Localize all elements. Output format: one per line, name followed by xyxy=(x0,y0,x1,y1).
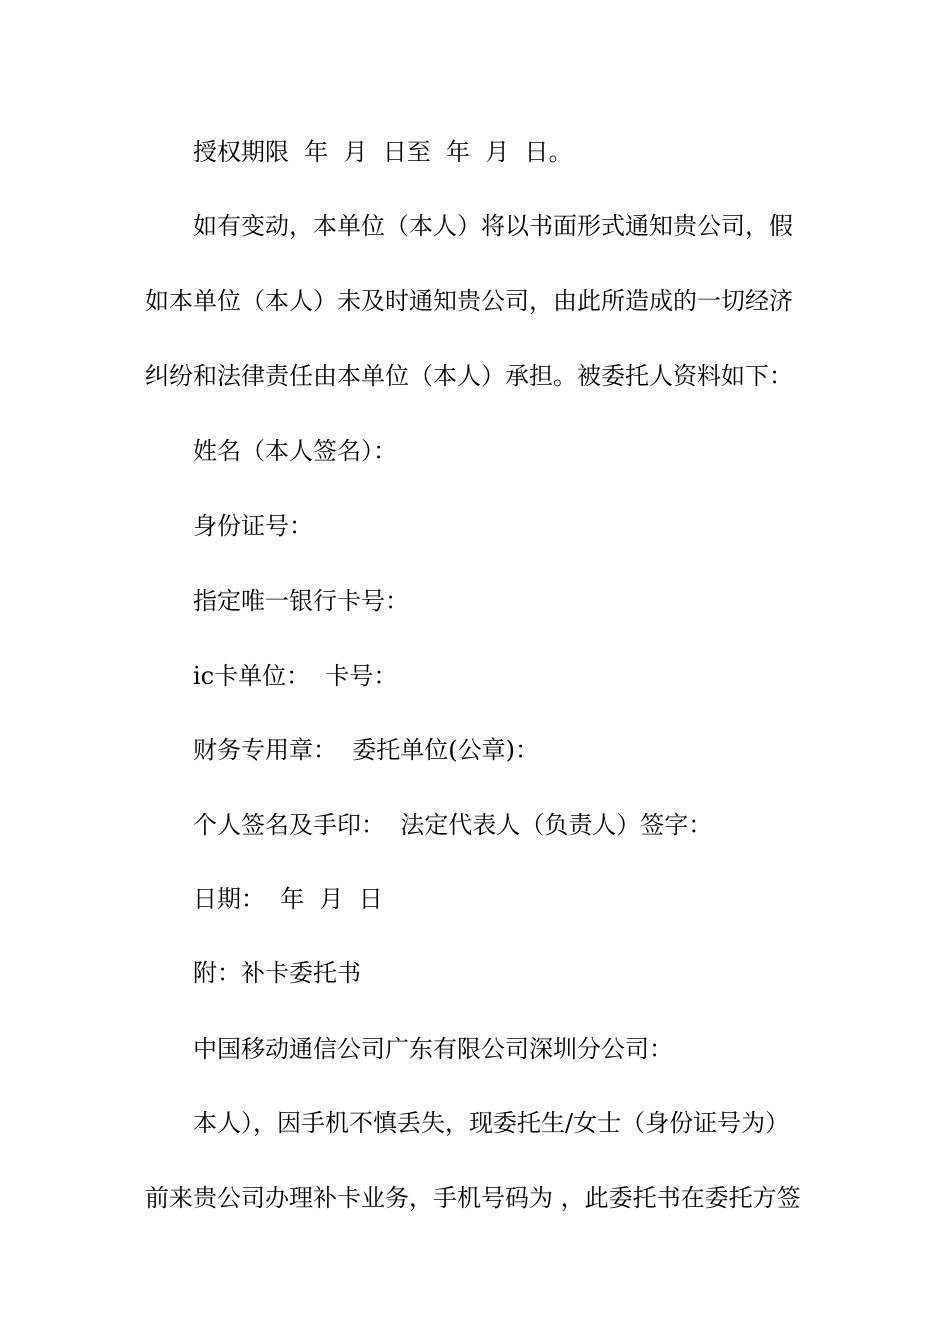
name-field-label: 姓名（本人签名）： xyxy=(193,437,397,465)
ic-card-field-label: ic卡单位： 卡号： xyxy=(193,662,398,690)
delegation-paragraph-line-1: 本人），因手机不慎丢失，现委托生/女士（身份证号为） xyxy=(193,1109,790,1137)
date-field-label: 日期： 年 月 日 xyxy=(193,885,383,913)
signature-field-label: 个人签名及手印： 法定代表人（负责人）签字： xyxy=(193,811,713,839)
change-notice-paragraph-line-1: 如有变动，本单位（本人）将以书面形式通知贵公司，假 xyxy=(193,212,793,240)
addressee-line: 中国移动通信公司广东有限公司深圳分公司： xyxy=(193,1035,673,1063)
delegation-paragraph-line-2: 前来贵公司办理补卡业务，手机号码为 ，此委托书在委托方签 xyxy=(145,1184,801,1212)
authorization-period-line: 授权期限 年 月 日至 年 月 日。 xyxy=(193,138,573,166)
bank-card-field-label: 指定唯一银行卡号： xyxy=(193,587,409,615)
id-number-field-label: 身份证号： xyxy=(193,512,313,540)
change-notice-paragraph-line-2: 如本单位（本人）未及时通知贵公司，由此所造成的一切经济 xyxy=(145,287,793,315)
change-notice-paragraph-line-3: 纠纷和法律责任由本单位（本人）承担。被委托人资料如下： xyxy=(145,362,793,390)
seal-field-label: 财务专用章： 委托单位(公章)： xyxy=(193,736,539,764)
appendix-title: 附：补卡委托书 xyxy=(193,959,361,987)
